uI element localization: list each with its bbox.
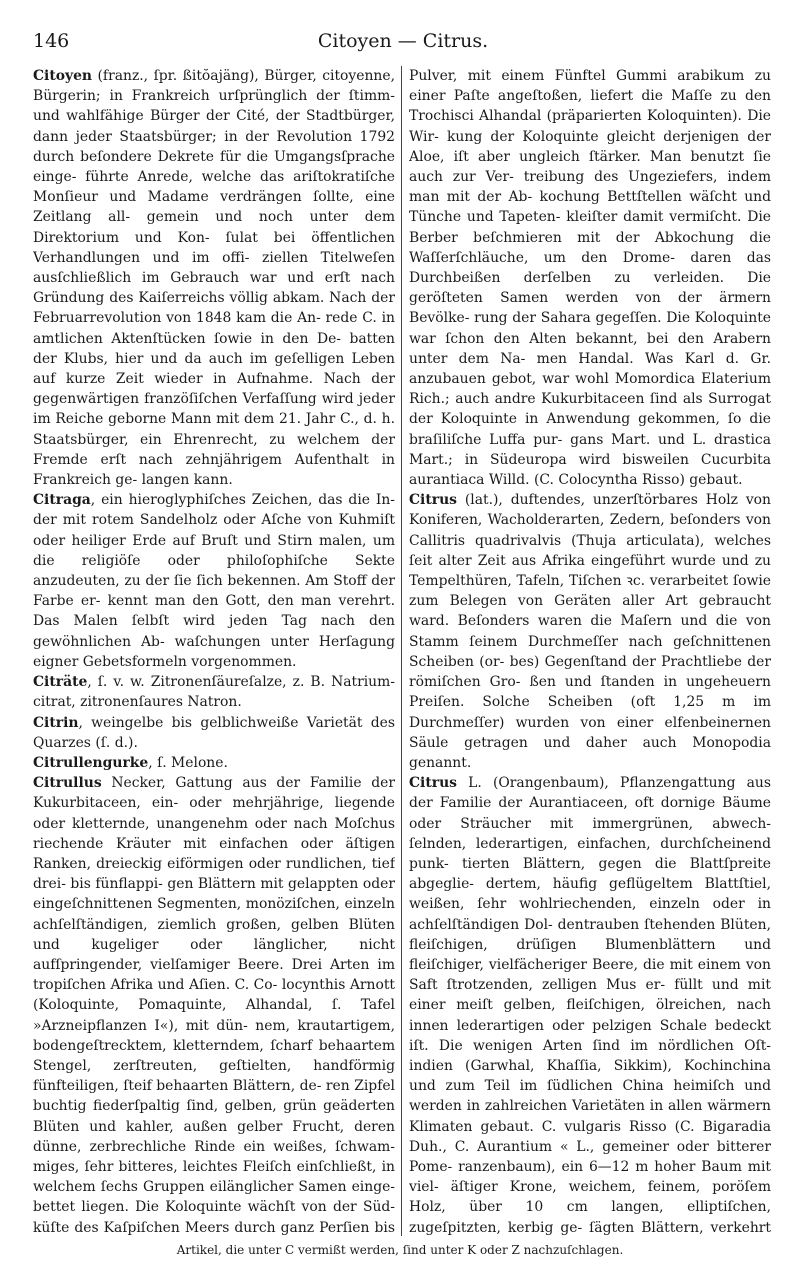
entry-citrus-l	[409, 773, 771, 1236]
entry-headword: Citrin	[33, 714, 79, 731]
column-divider	[401, 66, 402, 1236]
entry-text: (franz., ſpr. ßitŏajäng), Bürger, citoyenne, Bürgerin; in Frankreich urſprünglich der ſtimm- und wahlfähige Bürger der Cité, der Stadtbürger, dann jeder Staatsbürger; in der Revolution 1792 durch beſondere Dekrete für die Umgangsſprache einge- führte Anrede, welche das ariſtokratiſche Monſieur und Madame verdrängen ſollte, eine Zeitlang all- gemein und noch unter dem Direktorium und Kon- ſulat bei öffentlichen Verhandlungen und im offi- ziellen Titelweſen ausſchließlich im Gebrauch war und erſt nach Gründung des Kaiſerreichs völlig abkam. Nach der Februarrevolution von 1848 kam die An- rede C. in amtlichen Aktenſtücken ſowie in den De- batten der Klubs, hier und da auch im geſelligen Leben auf kurze Zeit wieder in Aufnahme. Nach der gegenwärtigen franzöſiſchen Verfaſſung wird jeder im Reiche geborne Mann mit dem 21. Jahr C., d. h. Staatsbürger, ein Ehrenrecht, zu welchem der Fremde erſt nach zehnjährigem Aufenthalt in Frankreich ge- langen kann.	[33, 68, 395, 489]
running-title: Citoyen — Citrus.	[317, 30, 489, 52]
entry-headword: Citoyen	[33, 68, 93, 84]
entry-text: , weingelbe bis gelblichweiße Varietät des Quarzes (ſ. d.).	[33, 714, 395, 751]
entry-headword: Citrullengurke	[33, 754, 149, 771]
entry-headword: Citrus	[409, 492, 457, 509]
entry-citrus-lat	[409, 490, 771, 773]
entry-text: (lat.), duftendes, unzerſtörbares Holz von Koniferen, Wacholderarten, Zedern, beſonders von Callitris quadrivalvis (Thuja articulata), welches ſeit alter Zeit aus Afrika eingeführt wurde und zu Tempelthüren, Tafeln, Tiſchen ꝛc. verarbeitet ſowie zum Belegen von Geräten aller Art gebraucht ward. Beſonders waren die Maſern und die von Stamm ſeinem Durchmeſſer nach geſchnittenen Scheiben (or- bes) Gegenſtand der Prachtliebe der römiſchen Gro- ßen und ſtanden in ungeheuern Preiſen. Solche Scheiben (oft 1,25 m im Durchmeſſer) wurden von einer elfenbeinernen Säule getragen und daher auch Monopodia genannt.	[409, 492, 771, 771]
entry-text: Necker, Gattung aus der Familie der Kukurbitaceen, ein- oder mehrjährige, liegende oder kletternde, unangenehm oder nach Moſchus riechende Kräuter mit einfachen oder äſtigen Ranken, dreieckig eiförmigen oder rundlichen, tief drei- bis fünflappi- gen Blättern mit gelappten oder eingeſchnittenen Segmenten, monöziſchen, einzeln achſelſtändigen, ziemlich großen, gelben Blüten und kugeliger oder länglicher, nicht aufſpringender, vielſamiger Beere. Drei Arten im tropiſchen Afrika und Aſien. C. Co- locynthis Arnott (Koloquinte, Pomaquinte, Alhandal, ſ. Tafel »Arzneipflanzen I«), mit dün- nem, krautartigem, bodengeſtrecktem, kletterndem, ſcharf behaartem Stengel, zerſtreuten, geſtielten, handförmig fünfteiligen, ſteif behaarten Blättern, de- ren Zipfel buchtig fiederſpaltig ſind, gelben, grün geäderten Blüten und kahler, außen gelber Frucht, deren dünne, zerbrechliche Rinde ein weißes, ſchwam- miges, ſehr bitteres, leichtes Fleiſch einſchließt, in welchem ſechs Gruppen eilänglicher Samen einge- bettet liegen. Die Koloquinte wächſt von der Süd- küſte des Kaſpiſchen Meers durch ganz Perſien bis	[33, 775, 395, 1236]
entry-headword: Citräte	[33, 674, 88, 691]
entry-text: L. (Orangenbaum), Pflanzengattung aus der Familie der Aurantiaceen, oft dornige Bäume oder Sträucher mit immergrünen, abwech- ſelnden, lederartigen, einfachen, durchſcheinend punk- tierten Blättern, gegen die Blattſpreite abgeglie- dertem, häufig geflügeltem Blattſtiel, weißen, ſehr wohlriechenden, einzeln oder in achſelſtändigen Dol- dentrauben ſtehenden Blüten, fleiſchigen, drüſigen Blumenblättern und fleiſchiger, vielfächeriger Beere, die mit einem von Saft ſtrotzenden, zelligen Mus er- füllt und mit einer meiſt gelben, fleiſchigen, ölreichen, nach innen lederartigen oder pelzigen Schale bedeckt iſt. Die wenigen Arten ſind im nördlichen Oſt- indien (Garwhal, Khaſſia, Sikkim), Kochinchina und zum Teil im ſüdlichen China heimiſch und werden in zahlreichen Varietäten in allen wärmern Klimaten gebaut. C. vulgaris Risso (C. Bigaradia Duh., C. Aurantium « L., gemeiner oder bitterer Pome- ranzenbaum), ein 6—12 m hoher Baum mit viel- äſtiger Krone, weichem, feinem, poröſem Holz, über 10 cm langen, elliptiſchen, zugeſpitzten, kerbig ge- ſägten Blättern, verkehrt	[409, 775, 771, 1236]
entry-citrullus	[33, 773, 395, 1236]
entry-citrin	[33, 713, 395, 753]
entry-citraga	[33, 490, 395, 672]
entry-headword: Citrullus	[33, 775, 102, 792]
page-footer-note: Artikel, die unter C vermißt werden, ſind unter K oder Z nachzuſchlagen.	[176, 1243, 624, 1257]
entry-citrullengurke	[33, 753, 395, 773]
entry-text: , ſ. Melone.	[148, 754, 228, 771]
page-header	[33, 30, 773, 56]
entry-continuation	[409, 66, 771, 490]
entry-citraete	[33, 672, 395, 712]
entry-text: , ſ. v. w. Zitronenſäureſalze, z. B. Natrium- citrat, zitronenſaures Natron.	[33, 674, 395, 711]
entry-text: , ein hieroglyphiſches Zeichen, das die In- der mit rotem Sandelholz oder Aſche von Kuhmiſt oder heiliger Erde auf Bruſt und Stirn malen, um die religiöſe oder philoſophiſche Sekte anzudeuten, zu der ſie ſich bekennen. Am Stoff der Farbe er- kennt man den Gott, den man verehrt. Das Malen ſelbſt wird jeden Tag nach den gewöhnlichen Ab- waſchungen unter Herſagung eigner Gebetsformeln vorgenommen.	[33, 492, 395, 670]
entry-text: Pulver, mit einem Fünftel Gummi arabikum zu einer Paſte angeſtoßen, liefert die Maſſe zu den Trochisci Alhandal (präparierten Koloquinten). Die Wir- kung der Koloquinte gleicht derjenigen der Aloe, iſt aber ungleich ſtärker. Man benutzt ſie auch zur Ver- treibung des Ungeziefers, indem man mit der Ab- kochung Bettſtellen wäſcht und Tünche und Tapeten- kleiſter damit vermiſcht. Die Berber beſchmieren mit der Abkochung die Waſſerſchläuche, um den Drome- daren das Durchbeißen derſelben zu verleiden. Die geröſteten Samen werden von der ärmern Bevölke- rung der Sahara gegeſſen. Die Koloquinte war ſchon den Alten bekannt, bei den Arabern unter dem Na- men Handal. Was Karl d. Gr. anzubauen gebot, war wohl Momordica Elaterium Rich.; auch andre Kukurbitaceen ſind als Surrogat der Koloquinte in Anwendung gekommen, ſo die braſiliſche Luffa pur- gans Mart. und L. drastica Mart.; in Südeuropa wird bisweilen Cucurbita aurantiaca Willd. (C. Colocyntha Risso) gebaut.	[409, 68, 771, 489]
entry-citoyen	[33, 66, 395, 490]
left-column	[33, 66, 395, 1236]
page-number: 146	[33, 30, 70, 52]
entry-headword: Citraga	[33, 492, 91, 509]
entry-headword: Citrus	[409, 775, 457, 792]
right-column	[409, 66, 771, 1236]
